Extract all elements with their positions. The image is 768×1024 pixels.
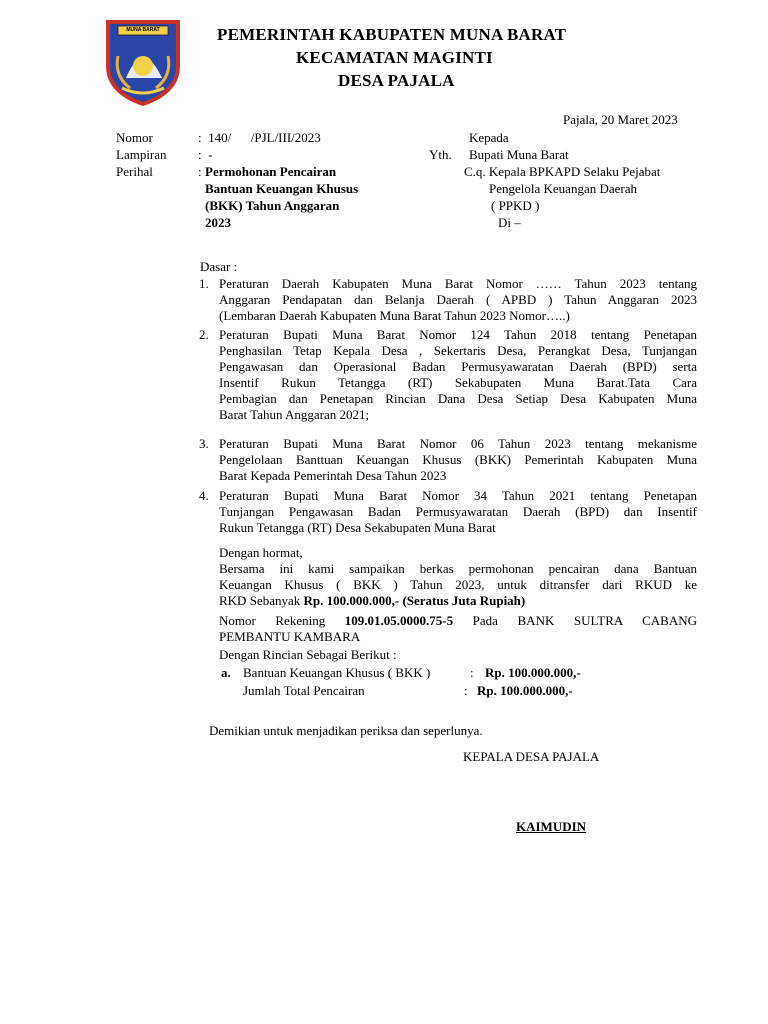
- dasar-item-1-line: Anggaran Pendapatan dan Belanja Daerah ( APBD ) Tahun Anggaran 2023: [219, 292, 697, 307]
- perihal-line-1: Permohonan Pencairan: [205, 164, 337, 179]
- account-paragraph: [219, 613, 697, 645]
- dasar-item-2: [219, 327, 697, 423]
- body-text: RKD Sebanyak: [219, 593, 304, 608]
- dasar-item-4: [219, 488, 697, 536]
- perihal-colon: :: [198, 164, 202, 179]
- dasar-item-4-number: 4.: [199, 488, 209, 503]
- body-line: Bersama ini kami sampaikan berkas permohonan pencairan dana Bantuan: [219, 561, 697, 576]
- dasar-item-2-line: Pengawasan dan Operasional Badan Permusyawaratan Daerah (BPD) serta: [219, 359, 697, 374]
- dasar-item-3-line: Peraturan Bupati Muna Barat Nomor 06 Tahun 2023 tentang mekanisme: [219, 436, 697, 451]
- perihal-line-4: 2023: [205, 215, 231, 230]
- dasar-item-3-number: 3.: [199, 436, 209, 451]
- greeting: Dengan hormat,: [219, 545, 303, 560]
- dasar-item-1: [219, 276, 697, 324]
- account-line: [219, 613, 697, 629]
- total-colon: :: [464, 683, 468, 698]
- header-line-1: PEMERINTAH KABUPATEN MUNA BARAT: [217, 25, 567, 44]
- perihal-label: Perihal: [116, 164, 153, 179]
- recipient-cq: C.q. Kepala BPKAPD Selaku Pejabat: [464, 164, 661, 179]
- recipient-cq-2: Pengelola Keuangan Daerah: [489, 181, 637, 196]
- header-line-2: KECAMATAN MAGINTI: [296, 48, 493, 67]
- total-label: Jumlah Total Pencairan: [243, 683, 365, 698]
- account-line-2: PEMBANTU KAMBARA: [219, 629, 361, 644]
- dasar-item-1-line: Peraturan Daerah Kabupaten Muna Barat Nomor …… Tahun 2023 tentang: [219, 276, 697, 291]
- nomor-label: Nomor: [116, 130, 153, 145]
- dasar-item-2-line: Penghasilan Tetap Kepala Desa , Sekertaris Desa, Perangkat Desa, Tunjangan: [219, 343, 697, 358]
- item-a-colon: :: [470, 665, 474, 680]
- item-a-label: Bantuan Keuangan Khusus ( BKK ): [243, 665, 431, 680]
- account-number: 109.01.05.0000.75-5: [344, 613, 454, 628]
- item-a-number: a.: [221, 665, 231, 680]
- dasar-item-1-number: 1.: [199, 276, 209, 291]
- account-label: Nomor Rekening: [219, 613, 345, 628]
- body-line: [219, 593, 697, 609]
- dasar-item-2-number: 2.: [199, 327, 209, 342]
- dasar-item-4-line: Rukun Tetangga (RT) Desa Sekabupaten Muna Barat: [219, 520, 496, 535]
- letter-date: Pajala, 20 Maret 2023: [563, 112, 678, 127]
- dasar-item-2-line: Barat Tahun Anggaran 2021;: [219, 407, 370, 422]
- signature-title: KEPALA DESA PAJALA: [463, 749, 600, 764]
- body-line: Keuangan Khusus ( BKK ) Tahun 2023, untuk ditransfer dari RKUD ke: [219, 577, 697, 592]
- dasar-item-2-line: Peraturan Bupati Muna Barat Nomor 124 Tahun 2018 tentang Penetapan: [219, 327, 697, 342]
- item-a-value: Rp. 100.000.000,-: [485, 665, 581, 680]
- lampiran-value: : -: [198, 147, 213, 162]
- recipient-yth: Yth.: [429, 147, 452, 162]
- dasar-item-3-line: Barat Kepada Pemerintah Desa Tahun 2023: [219, 468, 447, 483]
- recipient-kepada: Kepada: [469, 130, 509, 145]
- signature-name: KAIMUDIN: [516, 819, 587, 834]
- lampiran-label: Lampiran: [116, 147, 167, 162]
- body-paragraph: [219, 561, 697, 609]
- header-line-3: DESA PAJALA: [338, 71, 455, 90]
- regency-logo: [104, 18, 182, 106]
- dasar-item-3-line: Pengelolaan Banttuan Keuangan Khusus (BKK) Pemerintah Kabupaten Muna: [219, 452, 697, 467]
- dasar-item-2-line: Pembagian dan Penetapan Rincian Dana Desa Setiap Desa Kabupaten Muna: [219, 391, 697, 406]
- logo-text: MUNA BARAT: [126, 27, 160, 33]
- total-value: Rp. 100.000.000,-: [477, 683, 573, 698]
- dasar-label: Dasar :: [200, 259, 238, 274]
- dasar-item-4-line: Peraturan Bupati Muna Barat Nomor 34 Tahun 2021 tentang Penetapan: [219, 488, 697, 503]
- dasar-item-1-line: (Lembaran Daerah Kabupaten Muna Barat Tahun 2023 Nomor…..): [219, 308, 570, 323]
- recipient-name: Bupati Muna Barat: [469, 147, 569, 162]
- perihal-line-3: (BKK) Tahun Anggaran: [205, 198, 340, 213]
- bank-text: Pada BANK SULTRA CABANG: [453, 613, 698, 628]
- perihal-line-2: Bantuan Keuangan Khusus: [205, 181, 359, 196]
- recipient-di: Di –: [498, 215, 521, 230]
- dasar-item-4-line: Tunjangan Pengawasan Badan Permusyawaratan Daerah (BPD) dan Insentif: [219, 504, 697, 519]
- closing-text: Demikian untuk menjadikan periksa dan seperlunya.: [209, 723, 483, 738]
- rincian-label: Dengan Rincian Sebagai Berikut :: [219, 647, 397, 662]
- amount-text: Rp. 100.000.000,- (Seratus Juta Rupiah): [303, 593, 526, 608]
- nomor-value: : 140/ /PJL/III/2023: [198, 130, 321, 145]
- dasar-item-2-line: Insentif Rukun Tetangga (RT) Sekabupaten Muna Barat.Tata Cara: [219, 375, 697, 390]
- recipient-ppkd: ( PPKD ): [491, 198, 540, 213]
- dasar-item-3: [219, 436, 697, 484]
